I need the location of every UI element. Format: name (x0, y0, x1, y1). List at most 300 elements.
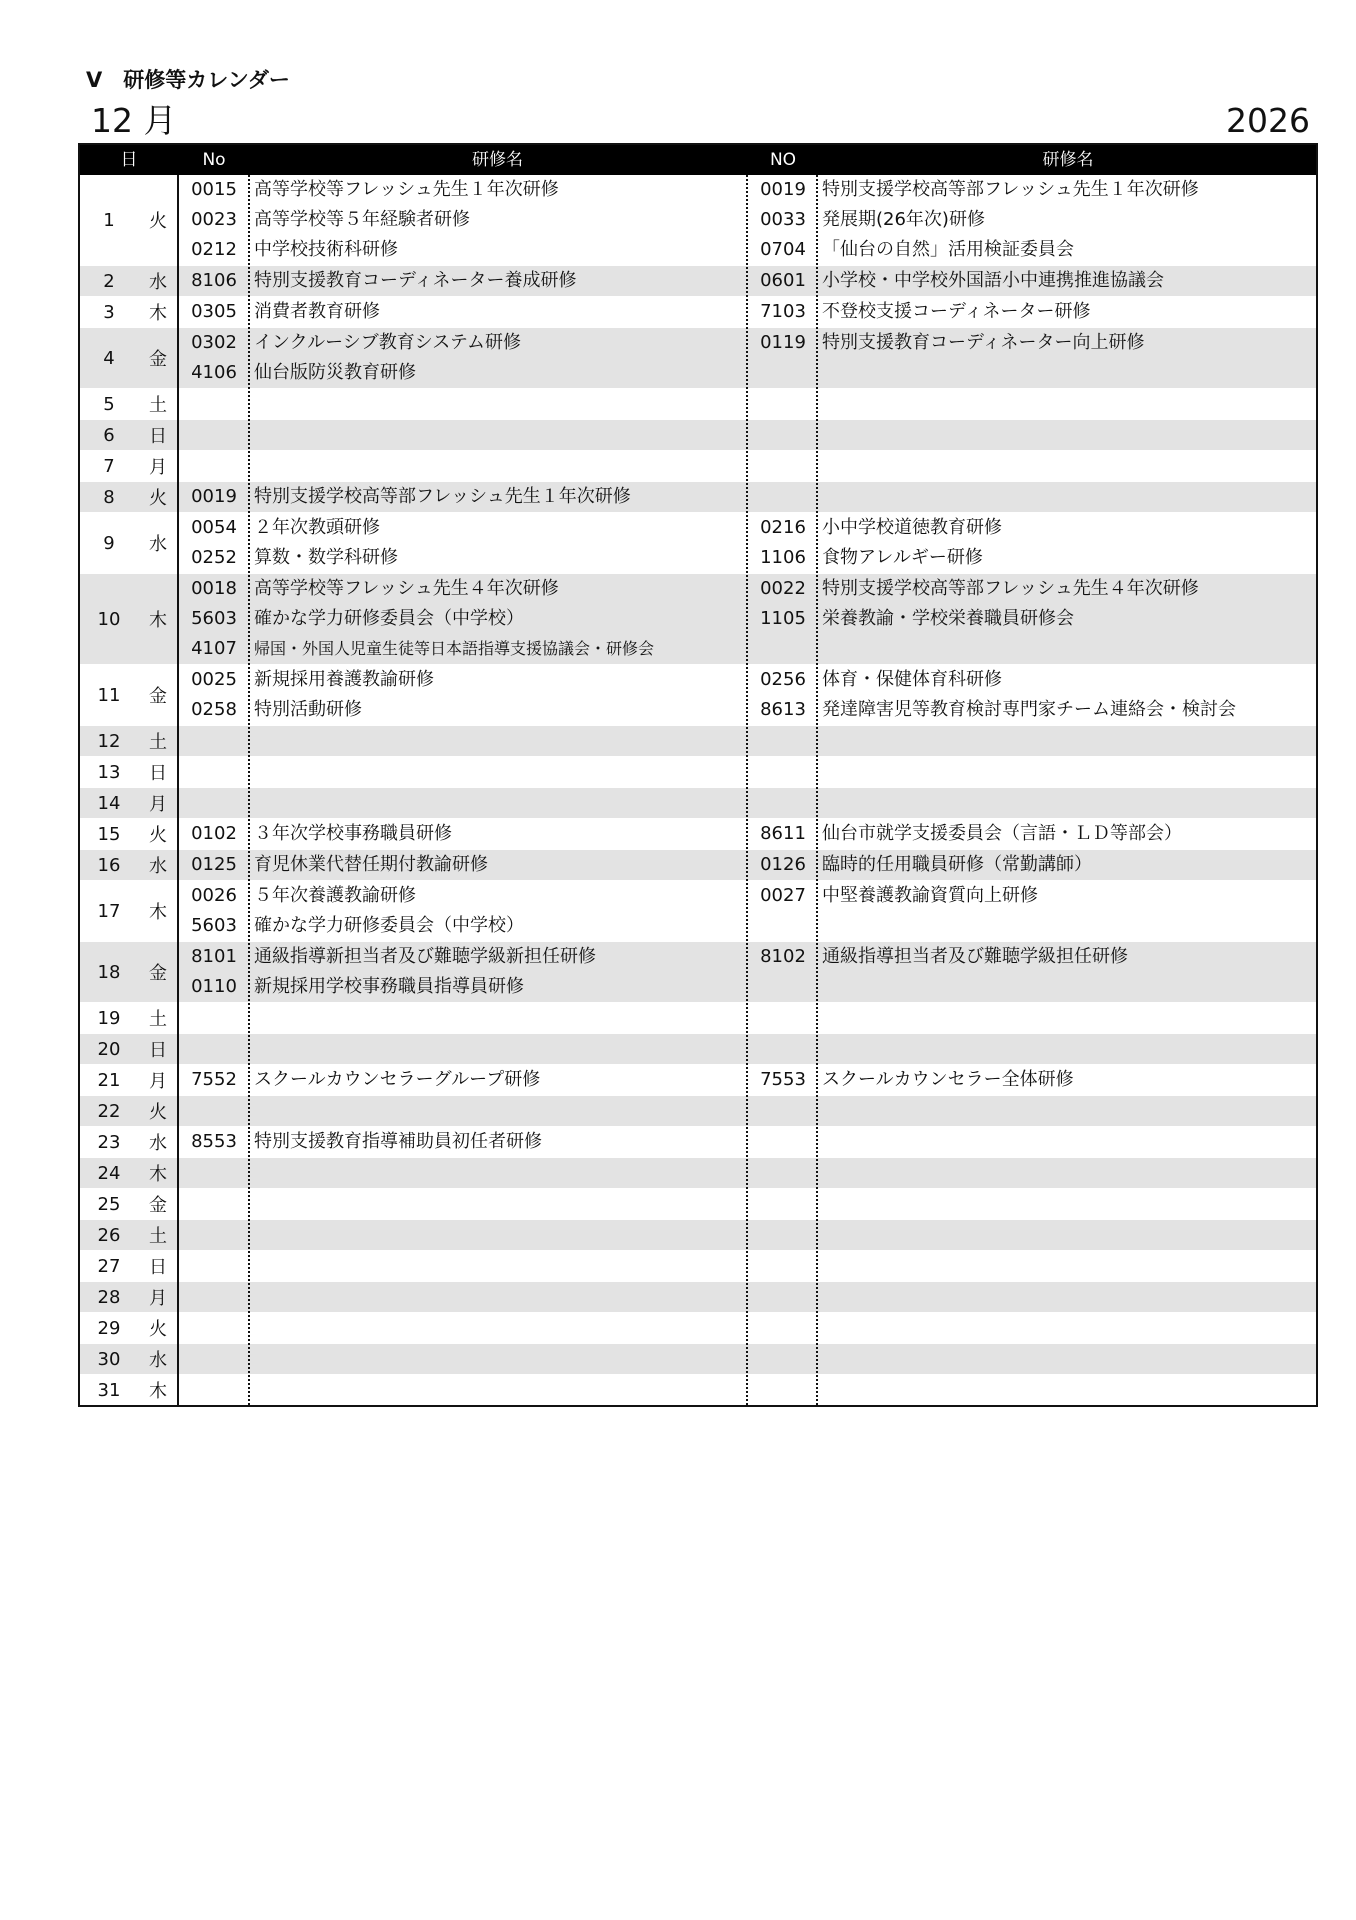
course-no-column-right (750, 266, 816, 296)
course-no-column-right (750, 297, 816, 327)
course-no-column-right (750, 1127, 816, 1157)
course-name-column-left (250, 1375, 815, 1405)
day-of-week: 月 (149, 1071, 167, 1092)
course-no-column-right (750, 420, 816, 450)
day-number: 10 (97, 608, 121, 630)
course-name: 仙台市就学支援委員会（言語・ＬＤ等部会） (822, 823, 1182, 844)
course-name-column-right (818, 1375, 1318, 1405)
day-number: 1 (103, 209, 115, 231)
course-name-column-left (250, 1220, 815, 1250)
course-name-column-left (250, 1344, 815, 1374)
course-no-column-right (750, 1251, 816, 1281)
course-name-column-right (818, 819, 1318, 849)
course-name-column-left (250, 850, 815, 880)
course-name-column-right (818, 266, 1318, 296)
course-name-column-right (818, 451, 1318, 481)
day-number: 2 (103, 270, 115, 292)
course-number: 0704 (760, 239, 806, 260)
course-name: 中堅養護教諭資質向上研修 (822, 885, 1038, 906)
course-no-column-right (750, 1313, 816, 1343)
course-name-column-left (250, 1034, 815, 1064)
day-number: 20 (97, 1038, 121, 1060)
course-name-column-left (250, 726, 815, 756)
day-row-8 (80, 481, 1316, 512)
day-row-2 (80, 265, 1316, 296)
course-name: 栄養教諭・学校栄養職員研修会 (822, 608, 1074, 629)
course-number: 0102 (191, 823, 237, 844)
course-name-column-left (250, 1065, 815, 1095)
course-name-column-left (250, 482, 815, 512)
day-row-18 (80, 941, 1316, 1002)
day-of-week: 木 (149, 902, 167, 923)
day-number: 26 (97, 1224, 121, 1246)
course-name-column-right (818, 1096, 1318, 1126)
course-number: 0015 (191, 179, 237, 200)
course-no-column-left (180, 1375, 248, 1405)
course-name-column-left (250, 175, 815, 265)
course-no-column-left (180, 266, 248, 296)
course-name-column-left (250, 513, 815, 573)
course-no-column-right (750, 1096, 816, 1126)
course-name: 高等学校等フレッシュ先生４年次研修 (254, 578, 559, 599)
day-number: 18 (97, 961, 121, 983)
course-name: 小学校・中学校外国語小中連携推進協議会 (822, 270, 1164, 291)
course-no-column-right (750, 1375, 816, 1405)
course-name: 新規採用養護教諭研修 (254, 669, 434, 690)
day-row-12 (80, 725, 1316, 756)
course-name-column-left (250, 788, 815, 818)
divider-column-3 (816, 175, 818, 1405)
course-name: ５年次養護教諭研修 (254, 885, 416, 906)
day-row-10 (80, 573, 1316, 664)
course-number: 8106 (191, 270, 237, 291)
day-of-week: 日 (149, 426, 167, 447)
day-of-week: 金 (149, 349, 167, 370)
day-number: 22 (97, 1100, 121, 1122)
divider-day (177, 175, 179, 1405)
course-name: 特別支援学校高等部フレッシュ先生１年次研修 (822, 179, 1199, 200)
course-no-column-left (180, 819, 248, 849)
course-name-column-right (818, 574, 1318, 664)
course-no-column-left (180, 482, 248, 512)
day-of-week: 木 (149, 303, 167, 324)
course-name-column-left (250, 297, 815, 327)
day-number: 16 (97, 854, 121, 876)
course-number: 0022 (760, 578, 806, 599)
course-number: 0018 (191, 578, 237, 599)
course-name: 不登校支援コーディネーター研修 (822, 301, 1091, 322)
course-name-column-left (250, 451, 815, 481)
course-no-column-right (750, 850, 816, 880)
day-row-31 (80, 1374, 1316, 1405)
day-row-17 (80, 880, 1316, 941)
course-no-column-right (750, 665, 816, 725)
course-name-column-left (250, 420, 815, 450)
course-name: 算数・数学科研修 (254, 547, 398, 568)
day-of-week: 木 (149, 1381, 167, 1402)
course-number: 8613 (760, 699, 806, 720)
header-name-left: 研修名 (472, 150, 523, 170)
course-no-column-right (750, 788, 816, 818)
course-name-column-right (818, 757, 1318, 787)
course-number: 0025 (191, 669, 237, 690)
course-number: 4107 (191, 638, 237, 659)
course-no-column-left (180, 665, 248, 725)
course-name-column-right (818, 328, 1318, 388)
course-no-column-left (180, 574, 248, 664)
course-number: 7552 (191, 1069, 237, 1090)
course-no-column-left (180, 420, 248, 450)
course-name-column-left (250, 1189, 815, 1219)
course-name: スクールカウンセラー全体研修 (822, 1069, 1074, 1090)
day-row-11 (80, 664, 1316, 725)
course-number: 0019 (191, 486, 237, 507)
course-name: 体育・保健体育科研修 (822, 669, 1002, 690)
course-name: 育児休業代替任期付教諭研修 (254, 854, 488, 875)
section-heading: Ⅴ 研修等カレンダー (86, 68, 290, 92)
day-row-3 (80, 296, 1316, 327)
course-number: 0302 (191, 332, 237, 353)
course-name-column-right (818, 942, 1318, 1002)
day-of-week: 金 (149, 963, 167, 984)
day-of-week: 月 (149, 457, 167, 478)
course-name: 小中学校道徳教育研修 (822, 517, 1002, 538)
course-name: 発達障害児等教育検討専門家チーム連絡会・検討会 (822, 699, 1236, 720)
day-number: 11 (97, 684, 121, 706)
course-name: 確かな学力研修委員会（中学校） (254, 915, 524, 936)
course-name: ２年次教頭研修 (254, 517, 380, 538)
year-label: 2026 (1226, 101, 1310, 140)
course-no-column-left (180, 1189, 248, 1219)
course-name-column-left (250, 328, 815, 388)
day-of-week: 土 (149, 732, 167, 753)
course-name-column-right (818, 1220, 1318, 1250)
day-of-week: 日 (149, 1257, 167, 1278)
course-no-column-left (180, 850, 248, 880)
course-name-column-right (818, 788, 1318, 818)
course-name-column-right (818, 482, 1318, 512)
course-no-column-left (180, 1158, 248, 1188)
course-no-column-right (750, 942, 816, 1002)
divider-column-1 (248, 175, 250, 1405)
course-number: 0601 (760, 270, 806, 291)
course-name-column-left (250, 757, 815, 787)
table-header (80, 145, 1316, 175)
course-name: 発展期(26年次)研修 (822, 209, 985, 230)
course-name-column-right (818, 297, 1318, 327)
course-no-column-left (180, 175, 248, 265)
course-number: 0212 (191, 239, 237, 260)
course-name-column-left (250, 1096, 815, 1126)
day-number: 23 (97, 1131, 121, 1153)
course-name: 特別支援教育コーディネーター向上研修 (822, 332, 1145, 353)
day-number: 29 (97, 1317, 121, 1339)
course-name: インクルーシブ教育システム研修 (254, 332, 521, 353)
table-body (80, 175, 1316, 1405)
course-no-column-right (750, 328, 816, 388)
course-no-column-left (180, 1003, 248, 1033)
course-no-column-right (750, 513, 816, 573)
course-no-column-right (750, 881, 816, 941)
course-name-column-right (818, 175, 1318, 265)
course-number: 5603 (191, 915, 237, 936)
course-name: 通級指導新担当者及び難聴学級新担任研修 (254, 946, 596, 967)
day-of-week: 火 (149, 211, 167, 232)
course-name: 新規採用学校事務職員指導員研修 (254, 976, 524, 997)
course-number: 1105 (760, 608, 806, 629)
day-of-week: 火 (149, 1102, 167, 1123)
course-name: 確かな学力研修委員会（中学校） (254, 608, 524, 629)
header-no-left: No (202, 150, 226, 170)
course-name-column-left (250, 1282, 815, 1312)
divider-column-2 (746, 175, 748, 1405)
day-number: 28 (97, 1286, 121, 1308)
course-no-column-left (180, 757, 248, 787)
course-no-column-right (750, 819, 816, 849)
course-name-column-right (818, 726, 1318, 756)
day-number: 31 (97, 1379, 121, 1401)
course-number: 0256 (760, 669, 806, 690)
day-of-week: 木 (149, 1164, 167, 1185)
course-no-column-left (180, 881, 248, 941)
course-name-column-left (250, 1003, 815, 1033)
course-name: 臨時的任用職員研修（常勤講師） (822, 854, 1092, 875)
day-number: 13 (97, 761, 121, 783)
course-number: 8611 (760, 823, 806, 844)
day-of-week: 水 (149, 272, 167, 293)
day-number: 3 (103, 301, 115, 323)
course-name-column-right (818, 420, 1318, 450)
course-name: ３年次学校事務職員研修 (254, 823, 452, 844)
day-of-week: 木 (149, 610, 167, 631)
day-number: 27 (97, 1255, 121, 1277)
course-name-column-left (250, 1251, 815, 1281)
day-row-6 (80, 419, 1316, 450)
course-no-column-right (750, 389, 816, 419)
header-no-right: NO (769, 150, 797, 170)
course-name-column-right (818, 1003, 1318, 1033)
course-no-column-right (750, 726, 816, 756)
day-row-20 (80, 1033, 1316, 1064)
course-no-column-right (750, 482, 816, 512)
course-name-column-left (250, 1158, 815, 1188)
course-name: 帰国・外国人児童生徒等日本語指導支援協議会・研修会 (254, 639, 655, 658)
day-row-9 (80, 512, 1316, 573)
day-of-week: 水 (149, 856, 167, 877)
day-number: 7 (103, 455, 115, 477)
course-number: 7553 (760, 1069, 806, 1090)
day-of-week: 水 (149, 534, 167, 555)
day-of-week: 火 (149, 1319, 167, 1340)
course-number: 5603 (191, 608, 237, 629)
course-no-column-right (750, 451, 816, 481)
course-no-column-right (750, 574, 816, 664)
day-of-week: 日 (149, 1040, 167, 1061)
course-name-column-left (250, 574, 815, 664)
day-row-25 (80, 1188, 1316, 1219)
course-name: 「仙台の自然」活用検証委員会 (822, 239, 1074, 260)
course-name-column-right (818, 513, 1318, 573)
course-no-column-left (180, 297, 248, 327)
course-no-column-left (180, 451, 248, 481)
day-number: 8 (103, 486, 115, 508)
day-of-week: 水 (149, 1350, 167, 1371)
day-row-13 (80, 756, 1316, 787)
course-no-column-right (750, 757, 816, 787)
day-number: 9 (103, 532, 115, 554)
course-no-column-right (750, 1189, 816, 1219)
day-row-30 (80, 1343, 1316, 1374)
course-no-column-right (750, 175, 816, 265)
day-number: 12 (97, 730, 121, 752)
day-number: 21 (97, 1069, 121, 1091)
course-no-column-left (180, 1127, 248, 1157)
course-name-column-right (818, 1127, 1318, 1157)
course-name: 特別支援教育コーディネーター養成研修 (254, 270, 577, 291)
day-row-26 (80, 1219, 1316, 1250)
course-number: 7103 (760, 301, 806, 322)
course-number: 0258 (191, 699, 237, 720)
course-no-column-right (750, 1065, 816, 1095)
day-of-week: 水 (149, 1133, 167, 1154)
day-row-7 (80, 450, 1316, 481)
header-day: 日 (120, 150, 138, 170)
day-row-15 (80, 818, 1316, 849)
day-of-week: 土 (149, 1009, 167, 1030)
day-number: 24 (97, 1162, 121, 1184)
course-name-column-left (250, 266, 815, 296)
day-of-week: 土 (149, 1226, 167, 1247)
day-number: 17 (97, 900, 121, 922)
course-name-column-right (818, 1282, 1318, 1312)
course-no-column-left (180, 1065, 248, 1095)
course-no-column-left (180, 1251, 248, 1281)
course-number: 0126 (760, 854, 806, 875)
course-no-column-left (180, 788, 248, 818)
day-of-week: 月 (149, 794, 167, 815)
course-name-column-right (818, 1034, 1318, 1064)
course-name-column-right (818, 881, 1318, 941)
course-name: 食物アレルギー研修 (822, 547, 983, 568)
day-number: 5 (103, 393, 115, 415)
course-name-column-right (818, 1158, 1318, 1188)
course-no-column-right (750, 1158, 816, 1188)
course-no-column-left (180, 942, 248, 1002)
day-of-week: 土 (149, 395, 167, 416)
course-name: スクールカウンセラーグループ研修 (254, 1069, 541, 1090)
day-number: 30 (97, 1348, 121, 1370)
day-number: 14 (97, 792, 121, 814)
course-name: 特別支援学校高等部フレッシュ先生４年次研修 (822, 578, 1199, 599)
course-name-column-right (818, 850, 1318, 880)
course-number: 8553 (191, 1131, 237, 1152)
course-name-column-left (250, 1313, 815, 1343)
day-number: 4 (103, 347, 115, 369)
day-of-week: 火 (149, 825, 167, 846)
course-name-column-right (818, 665, 1318, 725)
course-number: 0119 (760, 332, 806, 353)
course-name: 仙台版防災教育研修 (254, 362, 416, 383)
course-no-column-left (180, 1034, 248, 1064)
course-name: 高等学校等５年経験者研修 (254, 209, 470, 230)
course-no-column-right (750, 1282, 816, 1312)
day-row-1 (80, 175, 1316, 265)
course-name: 特別支援教育指導補助員初任者研修 (254, 1131, 542, 1152)
course-number: 4106 (191, 362, 237, 383)
day-row-29 (80, 1312, 1316, 1343)
day-row-24 (80, 1157, 1316, 1188)
header-name-right: 研修名 (1042, 150, 1094, 170)
course-name-column-left (250, 389, 815, 419)
course-no-column-left (180, 389, 248, 419)
course-name-column-left (250, 819, 815, 849)
course-no-column-right (750, 1003, 816, 1033)
course-no-column-left (180, 513, 248, 573)
course-number: 0054 (191, 517, 237, 538)
day-of-week: 日 (149, 763, 167, 784)
day-of-week: 火 (149, 488, 167, 509)
course-name-column-left (250, 665, 815, 725)
day-of-week: 金 (149, 1195, 167, 1216)
course-no-column-left (180, 1282, 248, 1312)
course-name: 消費者教育研修 (254, 301, 380, 322)
day-row-27 (80, 1250, 1316, 1281)
course-number: 0019 (760, 179, 806, 200)
day-row-28 (80, 1281, 1316, 1312)
course-name-column-right (818, 1189, 1318, 1219)
course-no-column-left (180, 1096, 248, 1126)
course-number: 0125 (191, 854, 237, 875)
course-no-column-left (180, 1344, 248, 1374)
course-name-column-left (250, 942, 815, 1002)
course-number: 0216 (760, 517, 806, 538)
day-row-16 (80, 849, 1316, 880)
day-number: 19 (97, 1007, 121, 1029)
course-number: 8102 (760, 946, 806, 967)
course-name: 中学校技術科研修 (254, 239, 398, 260)
course-number: 0252 (191, 547, 237, 568)
course-number: 0027 (760, 885, 806, 906)
day-row-21 (80, 1064, 1316, 1095)
month-label: 12 月 (91, 101, 177, 140)
course-name-column-right (818, 1251, 1318, 1281)
course-number: 0305 (191, 301, 237, 322)
course-number: 0023 (191, 209, 237, 230)
course-no-column-left (180, 328, 248, 388)
course-no-column-left (180, 726, 248, 756)
day-row-19 (80, 1002, 1316, 1033)
day-row-5 (80, 388, 1316, 419)
course-number: 0026 (191, 885, 237, 906)
course-name-column-right (818, 1065, 1318, 1095)
course-number: 0110 (191, 976, 237, 997)
course-number: 8101 (191, 946, 237, 967)
course-no-column-right (750, 1034, 816, 1064)
day-row-23 (80, 1126, 1316, 1157)
day-row-4 (80, 327, 1316, 388)
day-number: 15 (97, 823, 121, 845)
course-name-column-left (250, 881, 815, 941)
day-of-week: 月 (149, 1288, 167, 1309)
day-of-week: 金 (149, 686, 167, 707)
course-name-column-right (818, 1344, 1318, 1374)
course-name-column-right (818, 389, 1318, 419)
day-number: 25 (97, 1193, 121, 1215)
course-name: 通級指導担当者及び難聴学級担任研修 (822, 946, 1128, 967)
course-no-column-right (750, 1344, 816, 1374)
day-row-14 (80, 787, 1316, 818)
course-no-column-left (180, 1313, 248, 1343)
